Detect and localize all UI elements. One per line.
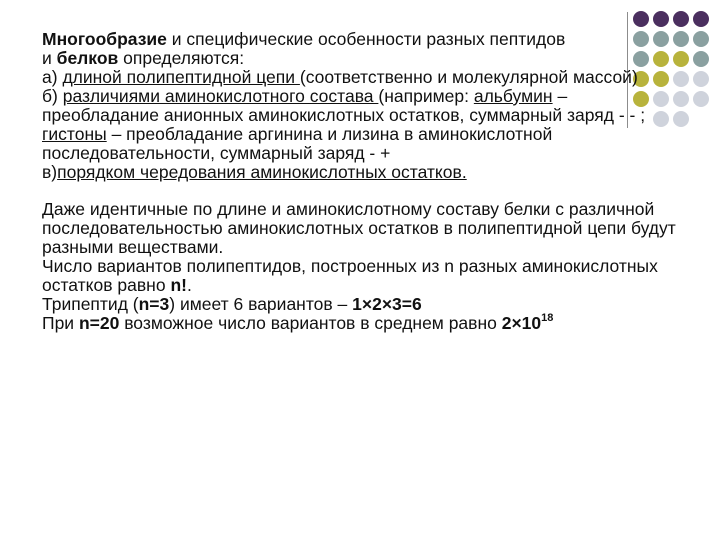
- item-a-underlined: длиной полипептидной цепи: [62, 67, 300, 87]
- twenty-result-exponent: 18: [541, 312, 554, 325]
- twenty-n: n=20: [78, 313, 120, 333]
- intro-text-1: и специфические особенности разных пептидов: [166, 29, 566, 49]
- histones-term: гистоны: [42, 124, 107, 144]
- variants-text: Число вариантов полипептидов, построенных из n разных аминокислотных остатков равно: [42, 256, 658, 295]
- slide-content: [42, 30, 682, 333]
- decorative-dot: [693, 31, 709, 47]
- n-factorial: n!: [170, 275, 187, 295]
- item-b-prefix: б): [42, 86, 63, 106]
- decorative-dot: [693, 11, 709, 27]
- item-v-underlined: порядком чередования аминокислотных остатков.: [57, 162, 467, 182]
- decorative-dot: [633, 11, 649, 27]
- intro-text-3: определяются:: [118, 48, 245, 68]
- twenty-text-2: возможное число вариантов в среднем равно: [119, 313, 502, 333]
- tripeptide-text-1: Трипептид (: [42, 294, 139, 314]
- item-a-prefix: а): [42, 67, 63, 87]
- twenty-result: [502, 313, 554, 333]
- item-v-prefix: в): [42, 162, 58, 182]
- keyword-diversity: Многообразие: [42, 29, 167, 49]
- decorative-dot: [693, 51, 709, 67]
- albumin-term: альбумин: [473, 86, 553, 106]
- twenty-text-1: При: [42, 313, 79, 333]
- intro-text-2: и: [42, 48, 57, 68]
- keyword-proteins: белков: [56, 48, 119, 68]
- decorative-dot: [673, 11, 689, 27]
- item-b-text-2: – преобладание анионных аминокислотных остатков, суммарный заряд - - ;: [42, 86, 646, 125]
- decorative-dot: [693, 91, 709, 107]
- tripeptide-text-2: ) имеет 6 вариантов –: [169, 294, 353, 314]
- tripeptide-product: 1×2×3=6: [352, 294, 422, 314]
- tripeptide-n: n=3: [138, 294, 170, 314]
- paragraph-twenty: [42, 314, 682, 333]
- decorative-dot: [653, 11, 669, 27]
- paragraph-tripeptide: [42, 295, 682, 314]
- paragraph-variants-count: [42, 257, 682, 295]
- paragraph-identical-proteins: Даже идентичные по длине и аминокислотному составу белки с различной последовательностью аминокислотных остатков в полипептидной цепи будут разными веществами.: [42, 199, 676, 257]
- item-b-underlined: различиями аминокислотного состава: [62, 86, 379, 106]
- paragraph-intro: [42, 30, 682, 68]
- item-b-text-3: – преобладание аргинина и лизина в аминокислотной последовательности, суммарный заряд - +: [42, 124, 553, 163]
- item-a-text: (соответственно и молекулярной массой): [299, 67, 638, 87]
- paragraph-item-b: [42, 87, 682, 163]
- variants-end: .: [186, 275, 192, 295]
- decorative-dot: [693, 71, 709, 87]
- paragraph-item-v: [42, 163, 682, 182]
- paragraph-item-a: [42, 68, 682, 87]
- twenty-result-base: 2×10: [501, 313, 542, 333]
- item-b-text-1: (например:: [378, 86, 474, 106]
- paragraph-gap: [42, 182, 682, 200]
